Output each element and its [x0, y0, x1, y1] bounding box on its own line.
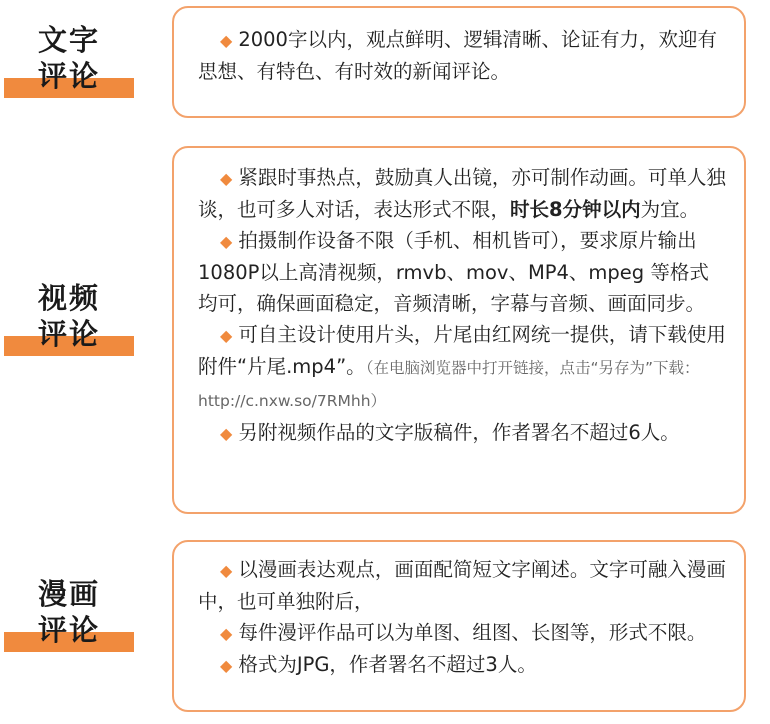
paragraph-text: 可自主设计使用片头，片尾由红网统一提供，请下载使用附件“片尾.mp4”。 — [198, 323, 726, 378]
paragraph-text: 格式为JPG，作者署名不超过3人。 — [238, 653, 537, 676]
paragraph-text: 紧跟时事热点，鼓励真人出镜，亦可制作动画。可单人独谈，也可多人对话，表达形式不限， — [198, 166, 726, 221]
diamond-bullet-icon: ◆ — [220, 169, 233, 188]
diamond-bullet-icon: ◆ — [220, 326, 233, 345]
section-label — [38, 22, 118, 94]
section-label-line2: 评论 — [38, 613, 101, 647]
paragraph — [198, 617, 726, 649]
diamond-bullet-icon: ◆ — [220, 424, 233, 443]
paragraph-text: 每件漫评作品可以为单图、组图、长图等，形式不限。 — [238, 621, 707, 644]
section-label — [38, 576, 118, 648]
paragraph-text: 拍摄制作设备不限（手机、相机皆可），要求原片输出1080P以上高清视频，rmvb、mov、MP4、mpeg 等格式均可，确保画面稳定，音频清晰，字幕与音频、画面同步。 — [198, 229, 709, 315]
paragraph — [198, 649, 726, 681]
section-label-line1: 视频 — [38, 281, 101, 315]
diamond-bullet-icon: ◆ — [220, 624, 233, 643]
paragraph — [198, 554, 726, 617]
section-label-line1: 文字 — [38, 23, 101, 57]
paragraph-text: 另附视频作品的文字版稿件，作者署名不超过6人。 — [238, 421, 680, 444]
section-label-line2: 评论 — [38, 317, 101, 351]
paragraph-text: 2000字以内，观点鲜明、逻辑清晰、论证有力，欢迎有思想、有特色、有时效的新闻评论。 — [198, 28, 717, 83]
paragraph — [198, 225, 726, 319]
paragraph — [198, 162, 726, 225]
diamond-bullet-icon: ◆ — [220, 561, 233, 580]
download-hint-text: （在电脑浏览器中打开链接，点击“另存为”下载：http://c.nxw.so/7RMhh） — [198, 359, 700, 410]
diamond-bullet-icon: ◆ — [220, 31, 233, 50]
paragraph-bold-text: 时长8分钟以内 — [510, 198, 641, 221]
paragraph-text: 以漫画表达观点，画面配简短文字阐述。文字可融入漫画中，也可单独附后， — [198, 558, 726, 613]
paragraph-text: 为宜。 — [640, 198, 700, 221]
diamond-bullet-icon: ◆ — [220, 656, 233, 675]
paragraph — [198, 319, 726, 417]
section-card — [172, 146, 746, 514]
section-label — [38, 280, 118, 352]
section-card — [172, 540, 746, 712]
paragraph — [198, 24, 726, 87]
paragraph — [198, 417, 726, 449]
section-card — [172, 6, 746, 118]
section-label-line2: 评论 — [38, 59, 101, 93]
section-label-line1: 漫画 — [38, 577, 101, 611]
diamond-bullet-icon: ◆ — [220, 232, 233, 251]
